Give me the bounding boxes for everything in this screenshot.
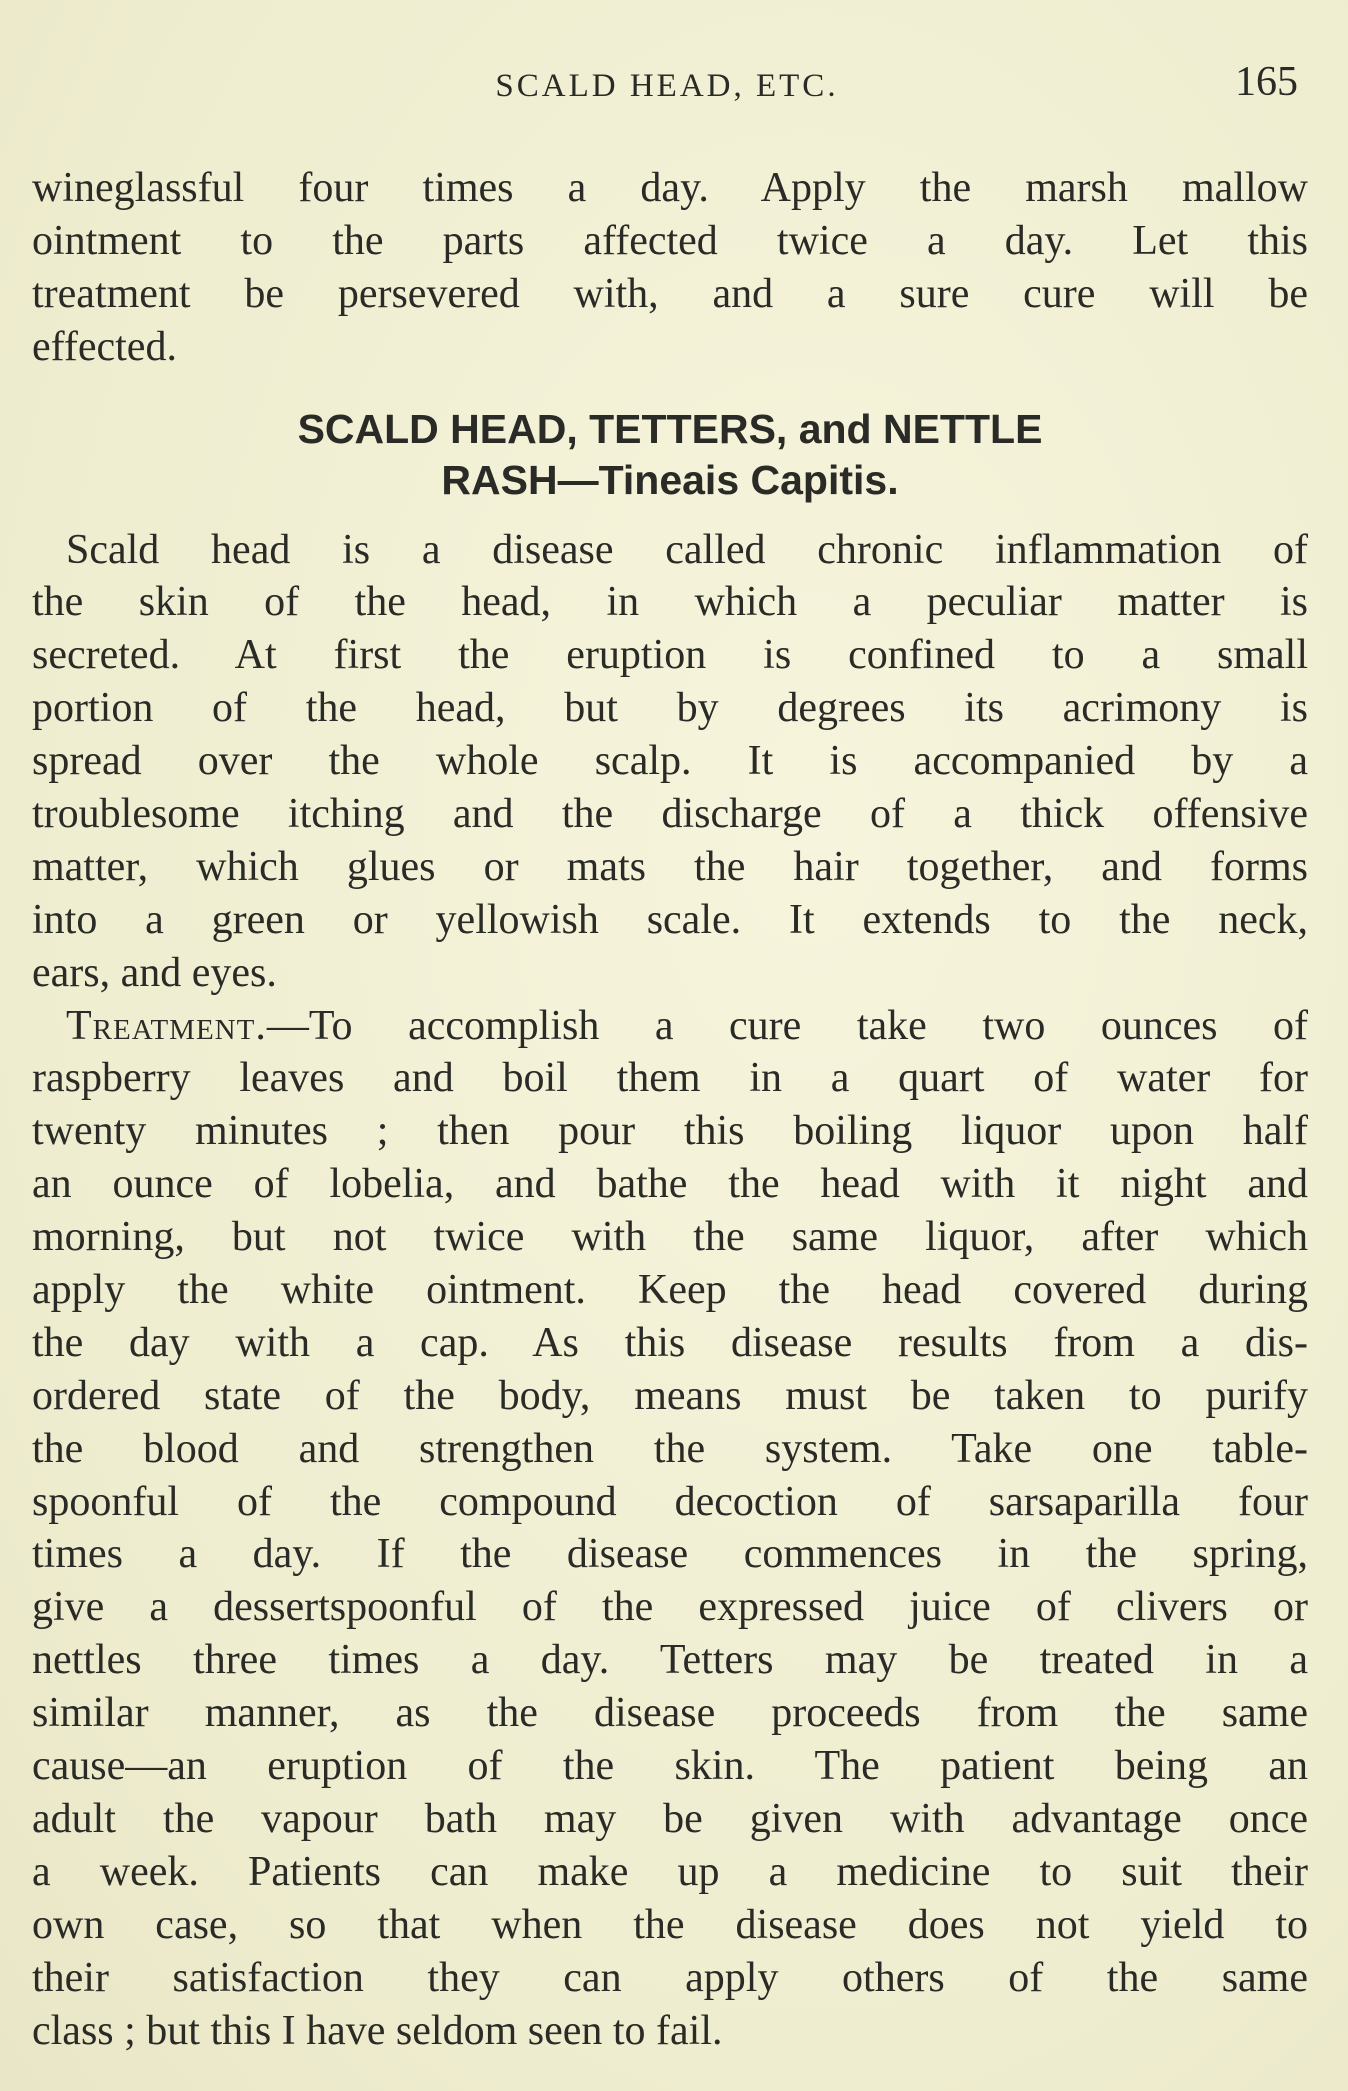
running-title: SCALD HEAD, ETC. bbox=[495, 68, 839, 104]
text-line: raspberry leaves and boil them in a quart of water for bbox=[32, 1055, 1308, 1102]
text-line: cause—an eruption of the skin. The patient being an bbox=[32, 1743, 1308, 1790]
treatment-first-line bbox=[32, 1000, 1308, 1053]
page-number: 165 bbox=[1235, 59, 1298, 105]
text-line: the blood and strengthen the system. Take one table- bbox=[32, 1425, 1308, 1472]
description-paragraph bbox=[32, 524, 1308, 1000]
running-head bbox=[36, 58, 1298, 118]
treatment-paragraph bbox=[32, 1000, 1308, 2058]
text-line: the skin of the head, in which a peculiar matter is bbox=[32, 579, 1308, 626]
text-line: nettles three times a day. Tetters may be treated in a bbox=[32, 1637, 1308, 1684]
text-line: ordered state of the body, means must be taken to purify bbox=[32, 1372, 1308, 1419]
text-line: spread over the whole scalp. It is accompanied by a bbox=[32, 738, 1308, 785]
text-line: morning, but not twice with the same liquor, after which bbox=[32, 1214, 1308, 1261]
text-line: times a day. If the disease commences in the spring, bbox=[32, 1531, 1308, 1578]
text-line: treatment be persevered with, and a sure cure will be bbox=[32, 270, 1308, 317]
section-heading-line: SCALD HEAD, TETTERS, and NETTLE bbox=[297, 405, 1043, 452]
text-line: a week. Patients can make up a medicine to suit their bbox=[32, 1848, 1308, 1895]
text-line: Scald head is a disease called chronic inflammation of bbox=[66, 526, 1308, 573]
text-line: give a dessertspoonful of the expressed juice of clivers or bbox=[32, 1584, 1308, 1631]
text-line: spoonful of the compound decoction of sarsaparilla four bbox=[32, 1478, 1308, 1525]
section-heading-line: RASH—Tineais Capitis. bbox=[441, 456, 899, 503]
text-line: portion of the head, but by degrees its acrimony is bbox=[32, 685, 1308, 732]
text-line: troublesome itching and the discharge of a thick offensive bbox=[32, 791, 1308, 838]
text-line: matter, which glues or mats the hair together, and forms bbox=[32, 843, 1308, 890]
text-line: similar manner, as the disease proceeds from the same bbox=[32, 1690, 1308, 1737]
text-line: their satisfaction they can apply others of the same bbox=[32, 1954, 1308, 2001]
treatment-first-line-text: —To accomplish a cure take two ounces of bbox=[266, 1002, 1308, 1049]
text-line: ears, and eyes. bbox=[32, 949, 277, 996]
text-line: effected. bbox=[32, 323, 177, 370]
text-line: an ounce of lobelia, and bathe the head with it night and bbox=[32, 1161, 1308, 1208]
text-line: own case, so that when the disease does not yield to bbox=[32, 1901, 1308, 1948]
text-line: apply the white ointment. Keep the head covered during bbox=[32, 1267, 1308, 1314]
intro-paragraph bbox=[32, 162, 1308, 374]
page-body bbox=[32, 162, 1308, 2057]
text-line: adult the vapour bath may be given with advantage once bbox=[32, 1795, 1308, 1842]
text-line: secreted. At first the eruption is confined to a small bbox=[32, 632, 1308, 679]
treatment-label: Treatment. bbox=[66, 1002, 267, 1049]
text-line: the day with a cap. As this disease results from a dis- bbox=[32, 1319, 1308, 1366]
text-line: class ; but this I have seldom seen to fail. bbox=[32, 2007, 723, 2054]
text-line: into a green or yellowish scale. It extends to the neck, bbox=[32, 896, 1308, 943]
text-line: wineglassful four times a day. Apply the marsh mallow bbox=[32, 165, 1308, 211]
text-line: twenty minutes ; then pour this boiling liquor upon half bbox=[32, 1108, 1308, 1155]
section-heading bbox=[32, 404, 1308, 506]
text-line: ointment to the parts affected twice a day. Let this bbox=[32, 217, 1308, 264]
